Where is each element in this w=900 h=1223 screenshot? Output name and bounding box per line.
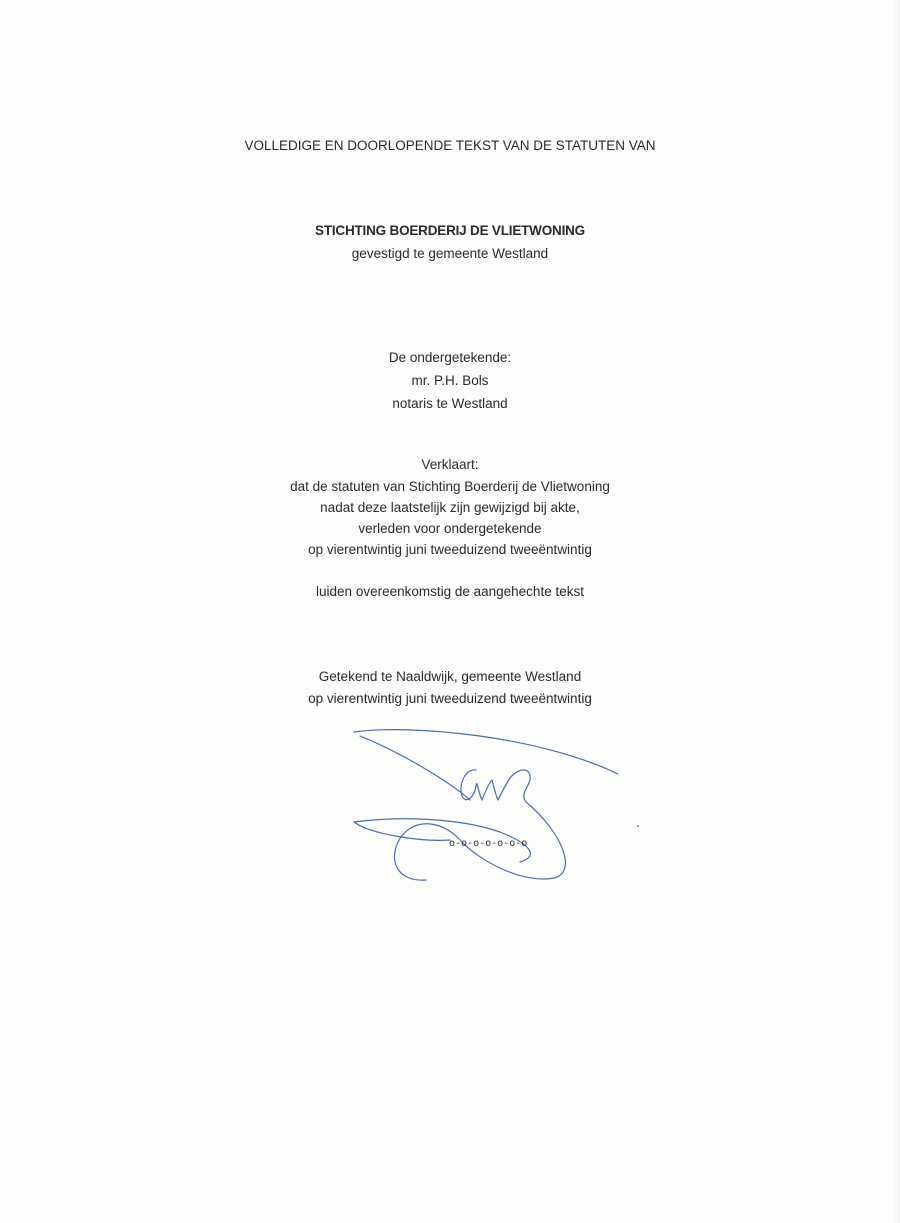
signature-mark: o-o-o-o-o-o-o xyxy=(449,838,528,849)
declaration-line: dat de statuten van Stichting Boerderij de Vlietwoning xyxy=(290,479,610,494)
signatory-name: mr. P.H. Bols xyxy=(411,373,489,388)
declaration-label: Verklaart: xyxy=(421,457,479,472)
document-heading: VOLLEDIGE EN DOORLOPENDE TEKST VAN DE STATUTEN VAN xyxy=(244,138,656,153)
signatory-intro: De ondergetekende: xyxy=(388,350,512,365)
entity-seat: gevestigd te gemeente Westland xyxy=(351,246,549,261)
declaration-line: op vierentwintig juni tweeduizend tweeëntwintig xyxy=(308,542,592,557)
page-edge xyxy=(892,0,900,1223)
declaration-line: nadat deze laatstelijk zijn gewijzigd bij akte, xyxy=(320,500,580,515)
handwritten-signature xyxy=(340,722,650,892)
declaration-conclusion: luiden overeenkomstig de aangehechte tekst xyxy=(316,584,584,599)
declaration-line: verleden voor ondergetekende xyxy=(358,521,542,536)
signed-date: op vierentwintig juni tweeduizend tweeëntwintig xyxy=(308,691,592,706)
signatory-role: notaris te Westland xyxy=(392,396,508,411)
signed-place: Getekend te Naaldwijk, gemeente Westland xyxy=(318,669,582,684)
entity-name: STICHTING BOERDERIJ DE VLIETWONING xyxy=(315,223,585,238)
